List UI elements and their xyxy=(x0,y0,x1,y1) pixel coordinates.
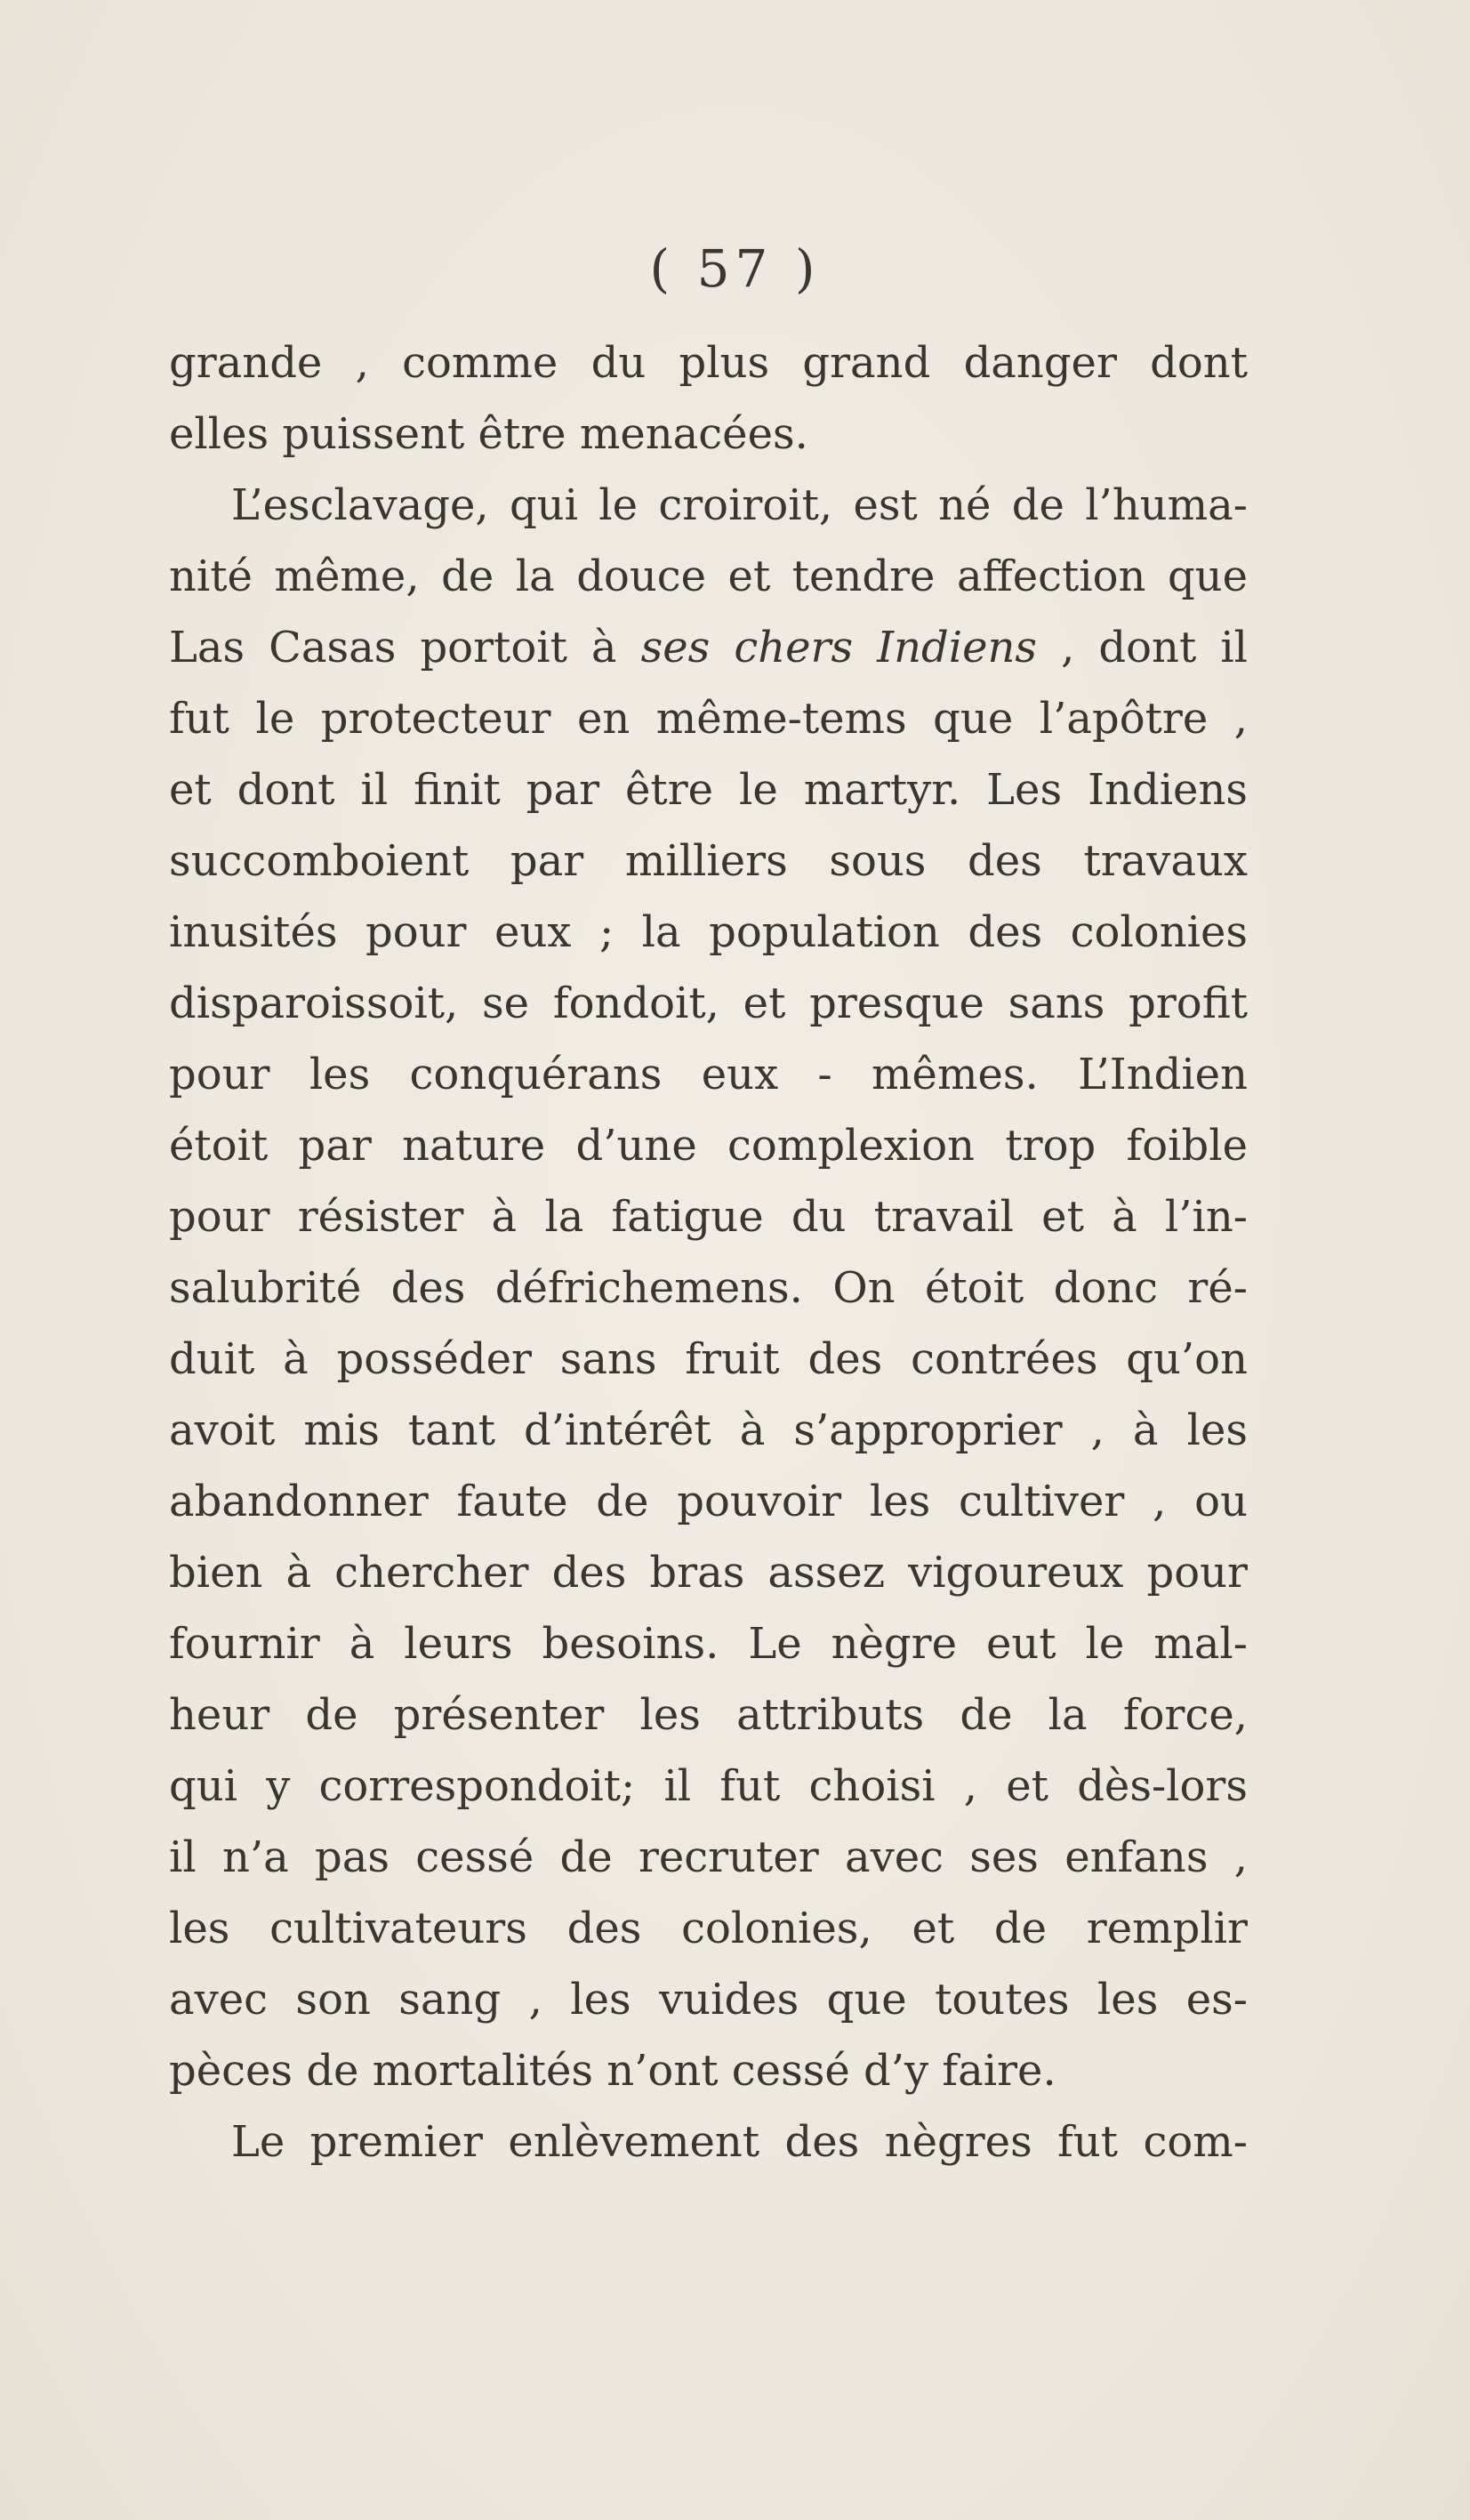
text-line-with-italic xyxy=(169,612,1248,683)
text-line: disparoissoit, se fondoit, et presque sans profit xyxy=(169,978,1248,1028)
text-line: fournir à leurs besoins. Le nègre eut le mal- xyxy=(169,1619,1248,1669)
text-line: succomboient par milliers sous des travaux xyxy=(169,836,1248,886)
text-line: elles puissent être menacées. xyxy=(169,409,808,459)
text-line: qui y correspondoit; il fut choisi , et dès-lors xyxy=(169,1761,1248,1811)
text-line: duit à posséder sans fruit des contrées qu’on xyxy=(169,1334,1248,1384)
text-line: Le premier enlèvement des nègres fut com- xyxy=(231,2117,1248,2167)
page-number: ( 57 ) xyxy=(649,238,821,299)
text-line: nité même, de la douce et tendre affection que xyxy=(169,552,1248,601)
text-line: L’esclavage, qui le croiroit, est né de l’huma- xyxy=(231,480,1248,530)
text-line: et dont il finit par être le martyr. Les Indiens xyxy=(169,765,1248,815)
text-line: étoit par nature d’une complexion trop foible xyxy=(169,1121,1248,1171)
text-line: les cultivateurs des colonies, et de remplir xyxy=(169,1904,1248,1953)
text-line: inusités pour eux ; la population des colonies xyxy=(169,907,1248,957)
text-line: heur de présenter les attributs de la force, xyxy=(169,1690,1248,1740)
text-line: avoit mis tant d’intérêt à s’approprier , à les xyxy=(169,1405,1248,1455)
text-line: pour les conquérans eux - mêmes. L’Indien xyxy=(169,1050,1248,1099)
text-line: pèces de mortalités n’ont cessé d’y faire. xyxy=(169,2046,1056,2096)
text-line: pour résister à la fatigue du travail et à l’in- xyxy=(169,1192,1248,1242)
text-line: grande , comme du plus grand danger dont xyxy=(169,338,1248,388)
italic-phrase: ses chers Indiens xyxy=(640,623,1038,672)
text-segment: Las Casas portoit à xyxy=(169,623,617,672)
text-line: bien à chercher des bras assez vigoureux pour xyxy=(169,1548,1248,1598)
text-segment: , dont il xyxy=(1061,623,1249,672)
text-line: abandonner faute de pouvoir les cultiver , ou xyxy=(169,1477,1248,1526)
text-line: fut le protecteur en même-tems que l’apôtre , xyxy=(169,694,1248,744)
text-line: avec son sang , les vuides que toutes les es- xyxy=(169,1975,1248,2025)
text-line: il n’a pas cessé de recruter avec ses enfans , xyxy=(169,1832,1248,1882)
text-line: salubrité des défrichemens. On étoit donc ré- xyxy=(169,1263,1248,1313)
